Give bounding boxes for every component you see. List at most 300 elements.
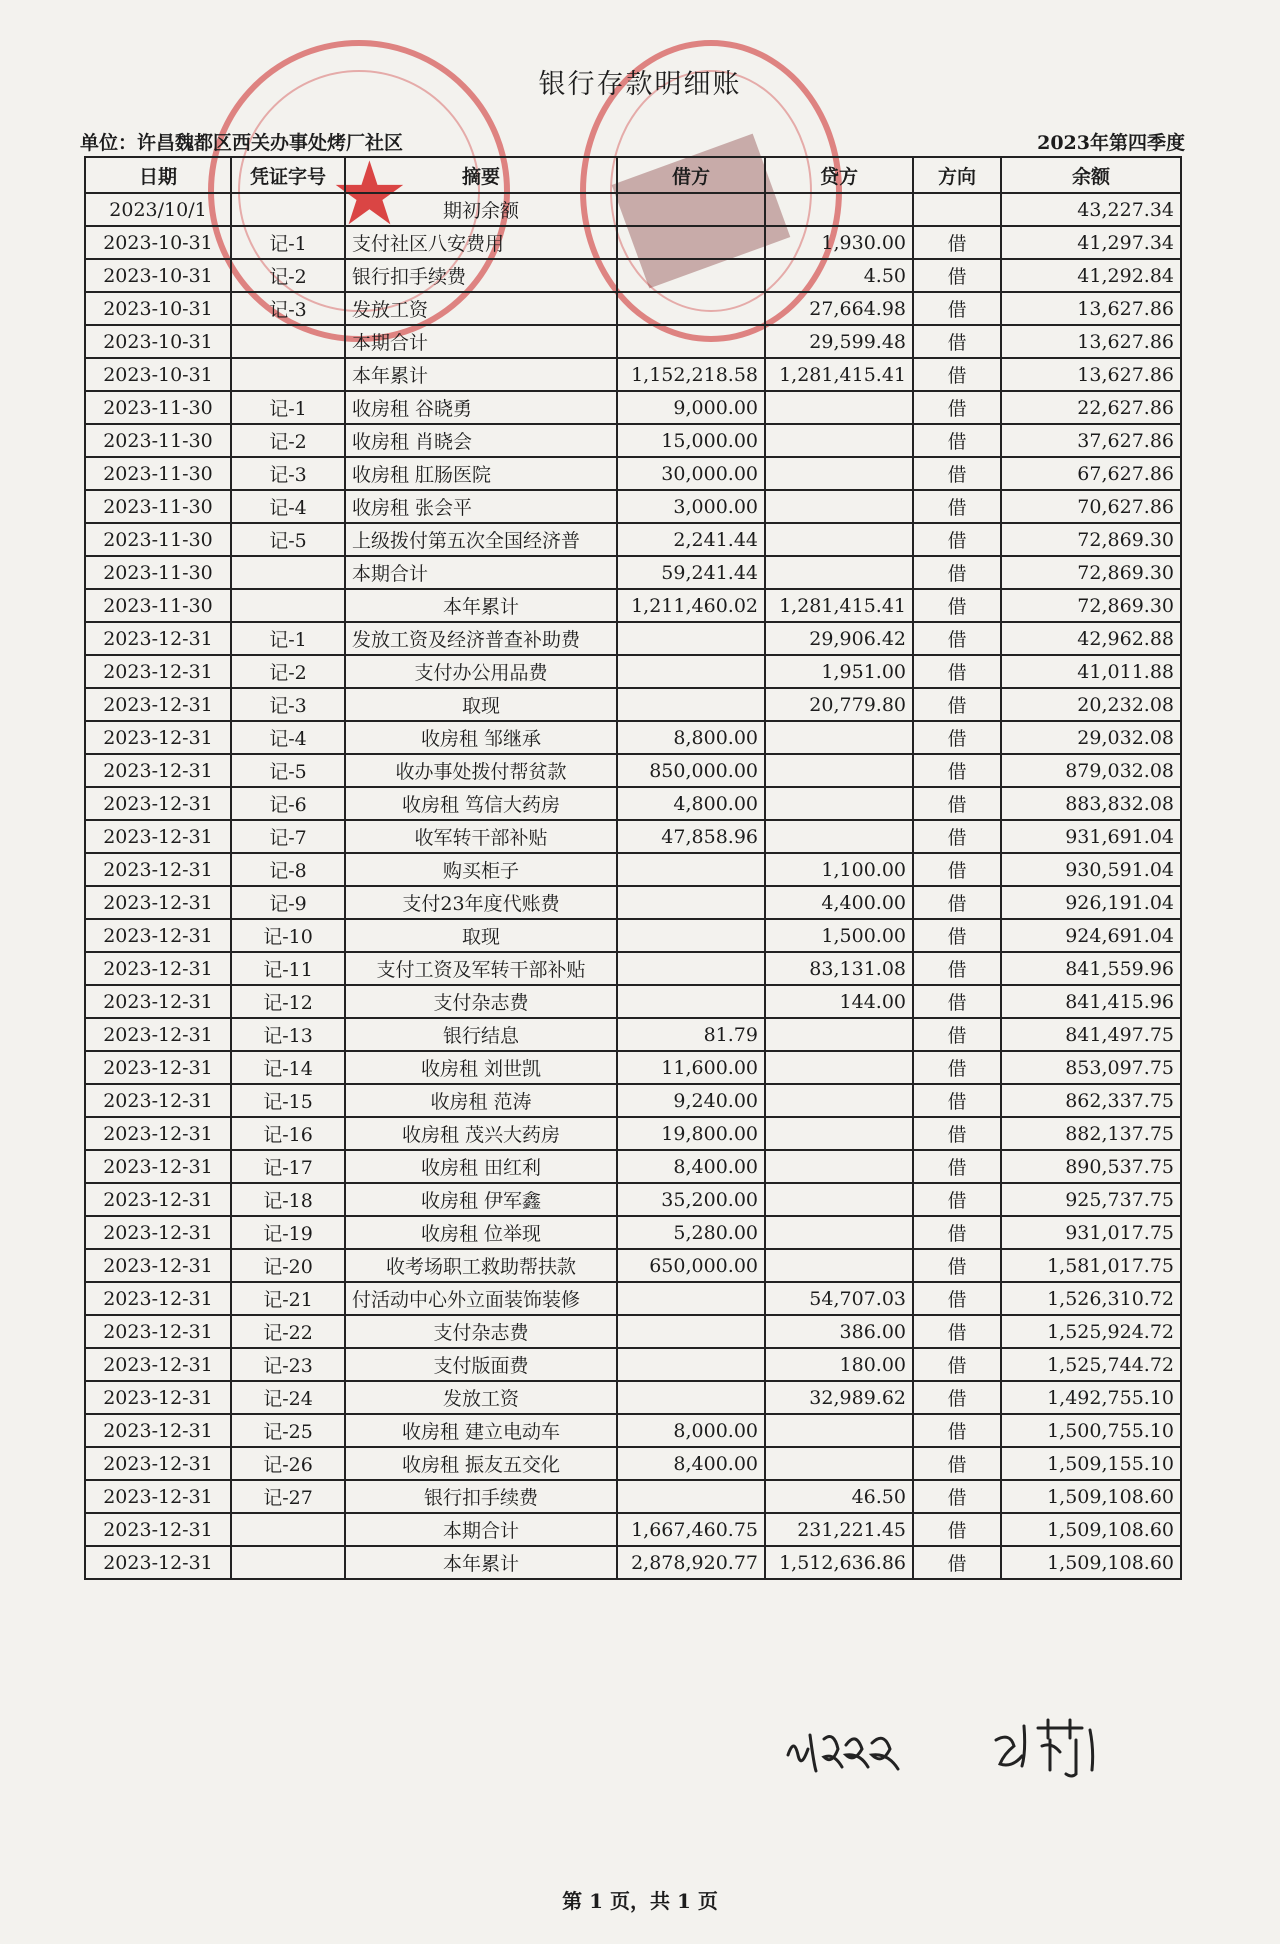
cell-date: 2023-12-31: [85, 1513, 231, 1546]
cell-credit: 20,779.80: [765, 688, 913, 721]
column-header-credit: 贷方: [765, 157, 913, 193]
cell-direction: 借: [913, 1018, 1001, 1051]
table-row: [85, 292, 1181, 325]
cell-date: 2023-12-31: [85, 1249, 231, 1282]
cell-voucher: 记-3: [231, 457, 345, 490]
cell-credit: [765, 193, 913, 226]
cell-direction: 借: [913, 457, 1001, 490]
cell-date: 2023-10-31: [85, 292, 231, 325]
cell-direction: 借: [913, 952, 1001, 985]
cell-balance: 924,691.04: [1001, 919, 1181, 952]
cell-balance: 1,492,755.10: [1001, 1381, 1181, 1414]
cell-date: 2023-12-31: [85, 985, 231, 1018]
cell-direction: 借: [913, 1282, 1001, 1315]
cell-balance: 20,232.08: [1001, 688, 1181, 721]
cell-balance: 882,137.75: [1001, 1117, 1181, 1150]
cell-credit: [765, 1084, 913, 1117]
cell-voucher: 记-13: [231, 1018, 345, 1051]
cell-date: 2023-12-31: [85, 1480, 231, 1513]
cell-balance: 1,500,755.10: [1001, 1414, 1181, 1447]
cell-debit: 35,200.00: [617, 1183, 765, 1216]
cell-direction: 借: [913, 985, 1001, 1018]
cell-voucher: 记-19: [231, 1216, 345, 1249]
cell-direction: 借: [913, 424, 1001, 457]
cell-debit: 1,211,460.02: [617, 589, 765, 622]
cell-voucher: [231, 325, 345, 358]
table-row: [85, 391, 1181, 424]
cell-balance: 883,832.08: [1001, 787, 1181, 820]
cell-credit: [765, 721, 913, 754]
cell-credit: 1,281,415.41: [765, 358, 913, 391]
cell-credit: 1,500.00: [765, 919, 913, 952]
cell-balance: 67,627.86: [1001, 457, 1181, 490]
cell-debit: [617, 226, 765, 259]
table-row: [85, 721, 1181, 754]
table-row: [85, 325, 1181, 358]
cell-voucher: [231, 556, 345, 589]
cell-credit: [765, 1249, 913, 1282]
cell-balance: 862,337.75: [1001, 1084, 1181, 1117]
cell-debit: [617, 1480, 765, 1513]
signature-zhang-li: [990, 1710, 1130, 1780]
cell-date: 2023-12-31: [85, 1150, 231, 1183]
cell-description: 收房租 笃信大药房: [345, 787, 617, 820]
cell-debit: 19,800.00: [617, 1117, 765, 1150]
cell-description: 取现: [345, 688, 617, 721]
table-row: [85, 358, 1181, 391]
cell-voucher: 记-14: [231, 1051, 345, 1084]
cell-voucher: 记-15: [231, 1084, 345, 1117]
cell-debit: 9,000.00: [617, 391, 765, 424]
table-row: [85, 556, 1181, 589]
cell-description: 收房租 建立电动车: [345, 1414, 617, 1447]
cell-description: 收房租 田红利: [345, 1150, 617, 1183]
cell-debit: 9,240.00: [617, 1084, 765, 1117]
cell-debit: 4,800.00: [617, 787, 765, 820]
cell-balance: 841,559.96: [1001, 952, 1181, 985]
cell-debit: 650,000.00: [617, 1249, 765, 1282]
cell-date: 2023-12-31: [85, 1447, 231, 1480]
cell-voucher: 记-21: [231, 1282, 345, 1315]
cell-direction: 借: [913, 754, 1001, 787]
cell-description: 支付社区八安费用: [345, 226, 617, 259]
cell-date: 2023-12-31: [85, 688, 231, 721]
cell-debit: [617, 1381, 765, 1414]
signature-area: [780, 1710, 1120, 1800]
cell-voucher: 记-8: [231, 853, 345, 886]
cell-date: 2023-12-31: [85, 820, 231, 853]
cell-date: 2023-11-30: [85, 589, 231, 622]
cell-balance: 43,227.34: [1001, 193, 1181, 226]
period-label: 2023年第四季度: [1037, 132, 1185, 154]
cell-voucher: 记-24: [231, 1381, 345, 1414]
cell-balance: 37,627.86: [1001, 424, 1181, 457]
cell-voucher: [231, 1513, 345, 1546]
cell-description: 取现: [345, 919, 617, 952]
cell-debit: [617, 985, 765, 1018]
cell-direction: 借: [913, 1051, 1001, 1084]
cell-direction: 借: [913, 1117, 1001, 1150]
cell-balance: 879,032.08: [1001, 754, 1181, 787]
cell-credit: 32,989.62: [765, 1381, 913, 1414]
cell-balance: 1,581,017.75: [1001, 1249, 1181, 1282]
cell-balance: 1,509,155.10: [1001, 1447, 1181, 1480]
cell-debit: 30,000.00: [617, 457, 765, 490]
cell-direction: 借: [913, 787, 1001, 820]
cell-balance: 931,017.75: [1001, 1216, 1181, 1249]
column-header-description: 摘要: [345, 157, 617, 193]
cell-credit: 29,599.48: [765, 325, 913, 358]
table-row: [85, 1084, 1181, 1117]
cell-credit: [765, 457, 913, 490]
cell-voucher: 记-2: [231, 655, 345, 688]
cell-date: 2023-12-31: [85, 886, 231, 919]
cell-balance: 930,591.04: [1001, 853, 1181, 886]
cell-debit: [617, 1315, 765, 1348]
cell-voucher: 记-25: [231, 1414, 345, 1447]
page-title: 银行存款明细账: [538, 69, 742, 100]
table-row: [85, 985, 1181, 1018]
cell-debit: [617, 853, 765, 886]
cell-description: 支付杂志费: [345, 985, 617, 1018]
cell-description: 收考场职工救助帮扶款: [345, 1249, 617, 1282]
cell-credit: [765, 1018, 913, 1051]
table-row: [85, 1513, 1181, 1546]
cell-direction: [913, 193, 1001, 226]
cell-voucher: 记-6: [231, 787, 345, 820]
cell-debit: 1,667,460.75: [617, 1513, 765, 1546]
column-header-direction: 方向: [913, 157, 1001, 193]
cell-balance: 841,415.96: [1001, 985, 1181, 1018]
cell-voucher: [231, 358, 345, 391]
cell-description: 支付工资及军转干部补贴: [345, 952, 617, 985]
cell-date: 2023-11-30: [85, 523, 231, 556]
cell-description: 发放工资及经济普查补助费: [345, 622, 617, 655]
cell-debit: [617, 259, 765, 292]
cell-voucher: 记-5: [231, 523, 345, 556]
cell-description: 收房租 肖晓会: [345, 424, 617, 457]
cell-direction: 借: [913, 556, 1001, 589]
cell-description: 收房租 伊军鑫: [345, 1183, 617, 1216]
cell-direction: 借: [913, 1150, 1001, 1183]
signature-liu-yuanyuan: [780, 1715, 920, 1785]
cell-credit: [765, 1183, 913, 1216]
cell-balance: 931,691.04: [1001, 820, 1181, 853]
cell-description: 本年累计: [345, 1546, 617, 1579]
cell-direction: 借: [913, 919, 1001, 952]
cell-description: 收房租 范涛: [345, 1084, 617, 1117]
cell-description: 收房租 位举现: [345, 1216, 617, 1249]
cell-credit: 4,400.00: [765, 886, 913, 919]
cell-voucher: 记-1: [231, 622, 345, 655]
cell-balance: 853,097.75: [1001, 1051, 1181, 1084]
cell-description: 银行扣手续费: [345, 1480, 617, 1513]
cell-balance: 72,869.30: [1001, 523, 1181, 556]
cell-balance: 926,191.04: [1001, 886, 1181, 919]
cell-date: 2023-12-31: [85, 853, 231, 886]
cell-debit: [617, 688, 765, 721]
cell-date: 2023-12-31: [85, 1183, 231, 1216]
cell-voucher: 记-22: [231, 1315, 345, 1348]
cell-description: 收房租 刘世凯: [345, 1051, 617, 1084]
column-header-date: 日期: [85, 157, 231, 193]
table-header-row: [85, 157, 1181, 193]
cell-direction: 借: [913, 1183, 1001, 1216]
cell-voucher: 记-16: [231, 1117, 345, 1150]
cell-date: 2023-12-31: [85, 1315, 231, 1348]
table-row: [85, 688, 1181, 721]
cell-direction: 借: [913, 325, 1001, 358]
cell-debit: 3,000.00: [617, 490, 765, 523]
cell-debit: [617, 325, 765, 358]
cell-description: 收房租 茂兴大药房: [345, 1117, 617, 1150]
cell-credit: 1,930.00: [765, 226, 913, 259]
table-row: [85, 1414, 1181, 1447]
unit-label: 单位：许昌魏都区西关办事处烤厂社区: [80, 132, 404, 154]
cell-voucher: 记-23: [231, 1348, 345, 1381]
cell-debit: 5,280.00: [617, 1216, 765, 1249]
cell-credit: 29,906.42: [765, 622, 913, 655]
cell-date: 2023-12-31: [85, 1414, 231, 1447]
cell-debit: [617, 1282, 765, 1315]
table-row: [85, 1546, 1181, 1579]
cell-credit: 4.50: [765, 259, 913, 292]
cell-credit: [765, 1051, 913, 1084]
cell-date: 2023-10-31: [85, 325, 231, 358]
cell-description: 收房租 邹继承: [345, 721, 617, 754]
cell-credit: [765, 1216, 913, 1249]
page-footer: 第 1 页，共 1 页: [562, 1889, 718, 1913]
cell-direction: 借: [913, 820, 1001, 853]
cell-date: 2023-12-31: [85, 1051, 231, 1084]
table-row: [85, 259, 1181, 292]
cell-direction: 借: [913, 1381, 1001, 1414]
cell-voucher: 记-1: [231, 391, 345, 424]
cell-voucher: 记-1: [231, 226, 345, 259]
cell-credit: 386.00: [765, 1315, 913, 1348]
cell-balance: 1,509,108.60: [1001, 1513, 1181, 1546]
table-row: [85, 1447, 1181, 1480]
cell-balance: 1,525,924.72: [1001, 1315, 1181, 1348]
cell-voucher: 记-17: [231, 1150, 345, 1183]
cell-balance: 29,032.08: [1001, 721, 1181, 754]
cell-debit: 81.79: [617, 1018, 765, 1051]
cell-credit: 54,707.03: [765, 1282, 913, 1315]
table-row: [85, 1480, 1181, 1513]
cell-description: 本年累计: [345, 358, 617, 391]
cell-date: 2023-11-30: [85, 391, 231, 424]
cell-date: 2023/10/1: [85, 193, 231, 226]
cell-date: 2023-12-31: [85, 1348, 231, 1381]
table-row: [85, 1315, 1181, 1348]
cell-description: 本年累计: [345, 589, 617, 622]
cell-debit: [617, 655, 765, 688]
cell-balance: 1,526,310.72: [1001, 1282, 1181, 1315]
cell-direction: 借: [913, 1447, 1001, 1480]
ledger-table: [84, 156, 1182, 1580]
table-row: [85, 787, 1181, 820]
cell-balance: 841,497.75: [1001, 1018, 1181, 1051]
cell-description: 付活动中心外立面装饰装修: [345, 1282, 617, 1315]
cell-description: 收军转干部补贴: [345, 820, 617, 853]
table-row: [85, 1381, 1181, 1414]
cell-voucher: [231, 1546, 345, 1579]
cell-debit: 8,000.00: [617, 1414, 765, 1447]
cell-direction: 借: [913, 1513, 1001, 1546]
cell-date: 2023-12-31: [85, 754, 231, 787]
ledger-body: [85, 193, 1181, 1579]
table-row: [85, 1117, 1181, 1150]
cell-credit: 1,512,636.86: [765, 1546, 913, 1579]
table-row: [85, 754, 1181, 787]
cell-debit: 2,241.44: [617, 523, 765, 556]
cell-credit: [765, 787, 913, 820]
cell-credit: [765, 754, 913, 787]
cell-voucher: 记-10: [231, 919, 345, 952]
cell-voucher: 记-4: [231, 721, 345, 754]
cell-balance: 13,627.86: [1001, 292, 1181, 325]
cell-credit: 1,951.00: [765, 655, 913, 688]
cell-direction: 借: [913, 655, 1001, 688]
cell-credit: [765, 1447, 913, 1480]
cell-date: 2023-12-31: [85, 622, 231, 655]
cell-description: 收房租 肛肠医院: [345, 457, 617, 490]
cell-balance: 42,962.88: [1001, 622, 1181, 655]
cell-credit: 83,131.08: [765, 952, 913, 985]
cell-debit: [617, 952, 765, 985]
cell-balance: 70,627.86: [1001, 490, 1181, 523]
cell-debit: [617, 292, 765, 325]
cell-description: 上级拨付第五次全国经济普: [345, 523, 617, 556]
table-row: [85, 1249, 1181, 1282]
cell-credit: 27,664.98: [765, 292, 913, 325]
cell-voucher: 记-5: [231, 754, 345, 787]
cell-balance: 41,292.84: [1001, 259, 1181, 292]
cell-balance: 1,509,108.60: [1001, 1480, 1181, 1513]
cell-date: 2023-12-31: [85, 919, 231, 952]
cell-date: 2023-12-31: [85, 787, 231, 820]
cell-direction: 借: [913, 721, 1001, 754]
table-row: [85, 1282, 1181, 1315]
cell-debit: 8,400.00: [617, 1150, 765, 1183]
table-row: [85, 424, 1181, 457]
cell-credit: [765, 424, 913, 457]
cell-direction: 借: [913, 1315, 1001, 1348]
cell-description: 支付杂志费: [345, 1315, 617, 1348]
cell-balance: 22,627.86: [1001, 391, 1181, 424]
cell-description: 支付办公用品费: [345, 655, 617, 688]
cell-debit: 47,858.96: [617, 820, 765, 853]
cell-voucher: 记-18: [231, 1183, 345, 1216]
table-row: [85, 1183, 1181, 1216]
cell-credit: 46.50: [765, 1480, 913, 1513]
cell-description: 银行扣手续费: [345, 259, 617, 292]
cell-credit: [765, 1117, 913, 1150]
cell-balance: 72,869.30: [1001, 556, 1181, 589]
cell-debit: [617, 1348, 765, 1381]
cell-credit: 144.00: [765, 985, 913, 1018]
column-header-debit: 借方: [617, 157, 765, 193]
cell-direction: 借: [913, 1249, 1001, 1282]
cell-balance: 41,297.34: [1001, 226, 1181, 259]
cell-date: 2023-12-31: [85, 655, 231, 688]
cell-description: 支付23年度代账费: [345, 886, 617, 919]
cell-debit: [617, 622, 765, 655]
cell-description: 收房租 谷晓勇: [345, 391, 617, 424]
cell-description: 银行结息: [345, 1018, 617, 1051]
table-row: [85, 886, 1181, 919]
cell-balance: 1,509,108.60: [1001, 1546, 1181, 1579]
cell-date: 2023-12-31: [85, 1546, 231, 1579]
cell-debit: [617, 919, 765, 952]
cell-direction: 借: [913, 1480, 1001, 1513]
table-row: [85, 1216, 1181, 1249]
cell-credit: [765, 523, 913, 556]
cell-balance: 890,537.75: [1001, 1150, 1181, 1183]
cell-date: 2023-11-30: [85, 424, 231, 457]
cell-credit: [765, 1414, 913, 1447]
cell-date: 2023-10-31: [85, 226, 231, 259]
cell-debit: 1,152,218.58: [617, 358, 765, 391]
cell-credit: 180.00: [765, 1348, 913, 1381]
cell-direction: 借: [913, 1084, 1001, 1117]
cell-direction: 借: [913, 391, 1001, 424]
cell-date: 2023-10-31: [85, 259, 231, 292]
cell-voucher: 记-12: [231, 985, 345, 1018]
cell-date: 2023-11-30: [85, 457, 231, 490]
cell-debit: [617, 193, 765, 226]
cell-debit: 15,000.00: [617, 424, 765, 457]
table-row: [85, 1018, 1181, 1051]
cell-debit: 2,878,920.77: [617, 1546, 765, 1579]
cell-balance: 1,525,744.72: [1001, 1348, 1181, 1381]
cell-credit: [765, 1150, 913, 1183]
cell-description: 发放工资: [345, 292, 617, 325]
cell-voucher: 记-27: [231, 1480, 345, 1513]
cell-description: 本期合计: [345, 325, 617, 358]
cell-date: 2023-12-31: [85, 1381, 231, 1414]
table-row: [85, 622, 1181, 655]
cell-direction: 借: [913, 622, 1001, 655]
column-header-balance: 余额: [1001, 157, 1181, 193]
table-row: [85, 1348, 1181, 1381]
cell-debit: [617, 886, 765, 919]
cell-date: 2023-12-31: [85, 1084, 231, 1117]
cell-credit: 1,100.00: [765, 853, 913, 886]
cell-credit: 1,281,415.41: [765, 589, 913, 622]
cell-description: 本期合计: [345, 556, 617, 589]
cell-balance: 72,869.30: [1001, 589, 1181, 622]
cell-direction: 借: [913, 1546, 1001, 1579]
cell-debit: 8,800.00: [617, 721, 765, 754]
seal-star-icon: ★: [330, 142, 409, 245]
cell-date: 2023-12-31: [85, 1117, 231, 1150]
cell-credit: [765, 820, 913, 853]
table-row: [85, 1150, 1181, 1183]
cell-date: 2023-11-30: [85, 490, 231, 523]
table-row: [85, 919, 1181, 952]
cell-date: 2023-11-30: [85, 556, 231, 589]
cell-voucher: 记-11: [231, 952, 345, 985]
cell-direction: 借: [913, 688, 1001, 721]
cell-voucher: [231, 193, 345, 226]
cell-date: 2023-12-31: [85, 1282, 231, 1315]
cell-debit: 11,600.00: [617, 1051, 765, 1084]
cell-credit: 231,221.45: [765, 1513, 913, 1546]
cell-date: 2023-12-31: [85, 1018, 231, 1051]
cell-direction: 借: [913, 523, 1001, 556]
cell-direction: 借: [913, 292, 1001, 325]
